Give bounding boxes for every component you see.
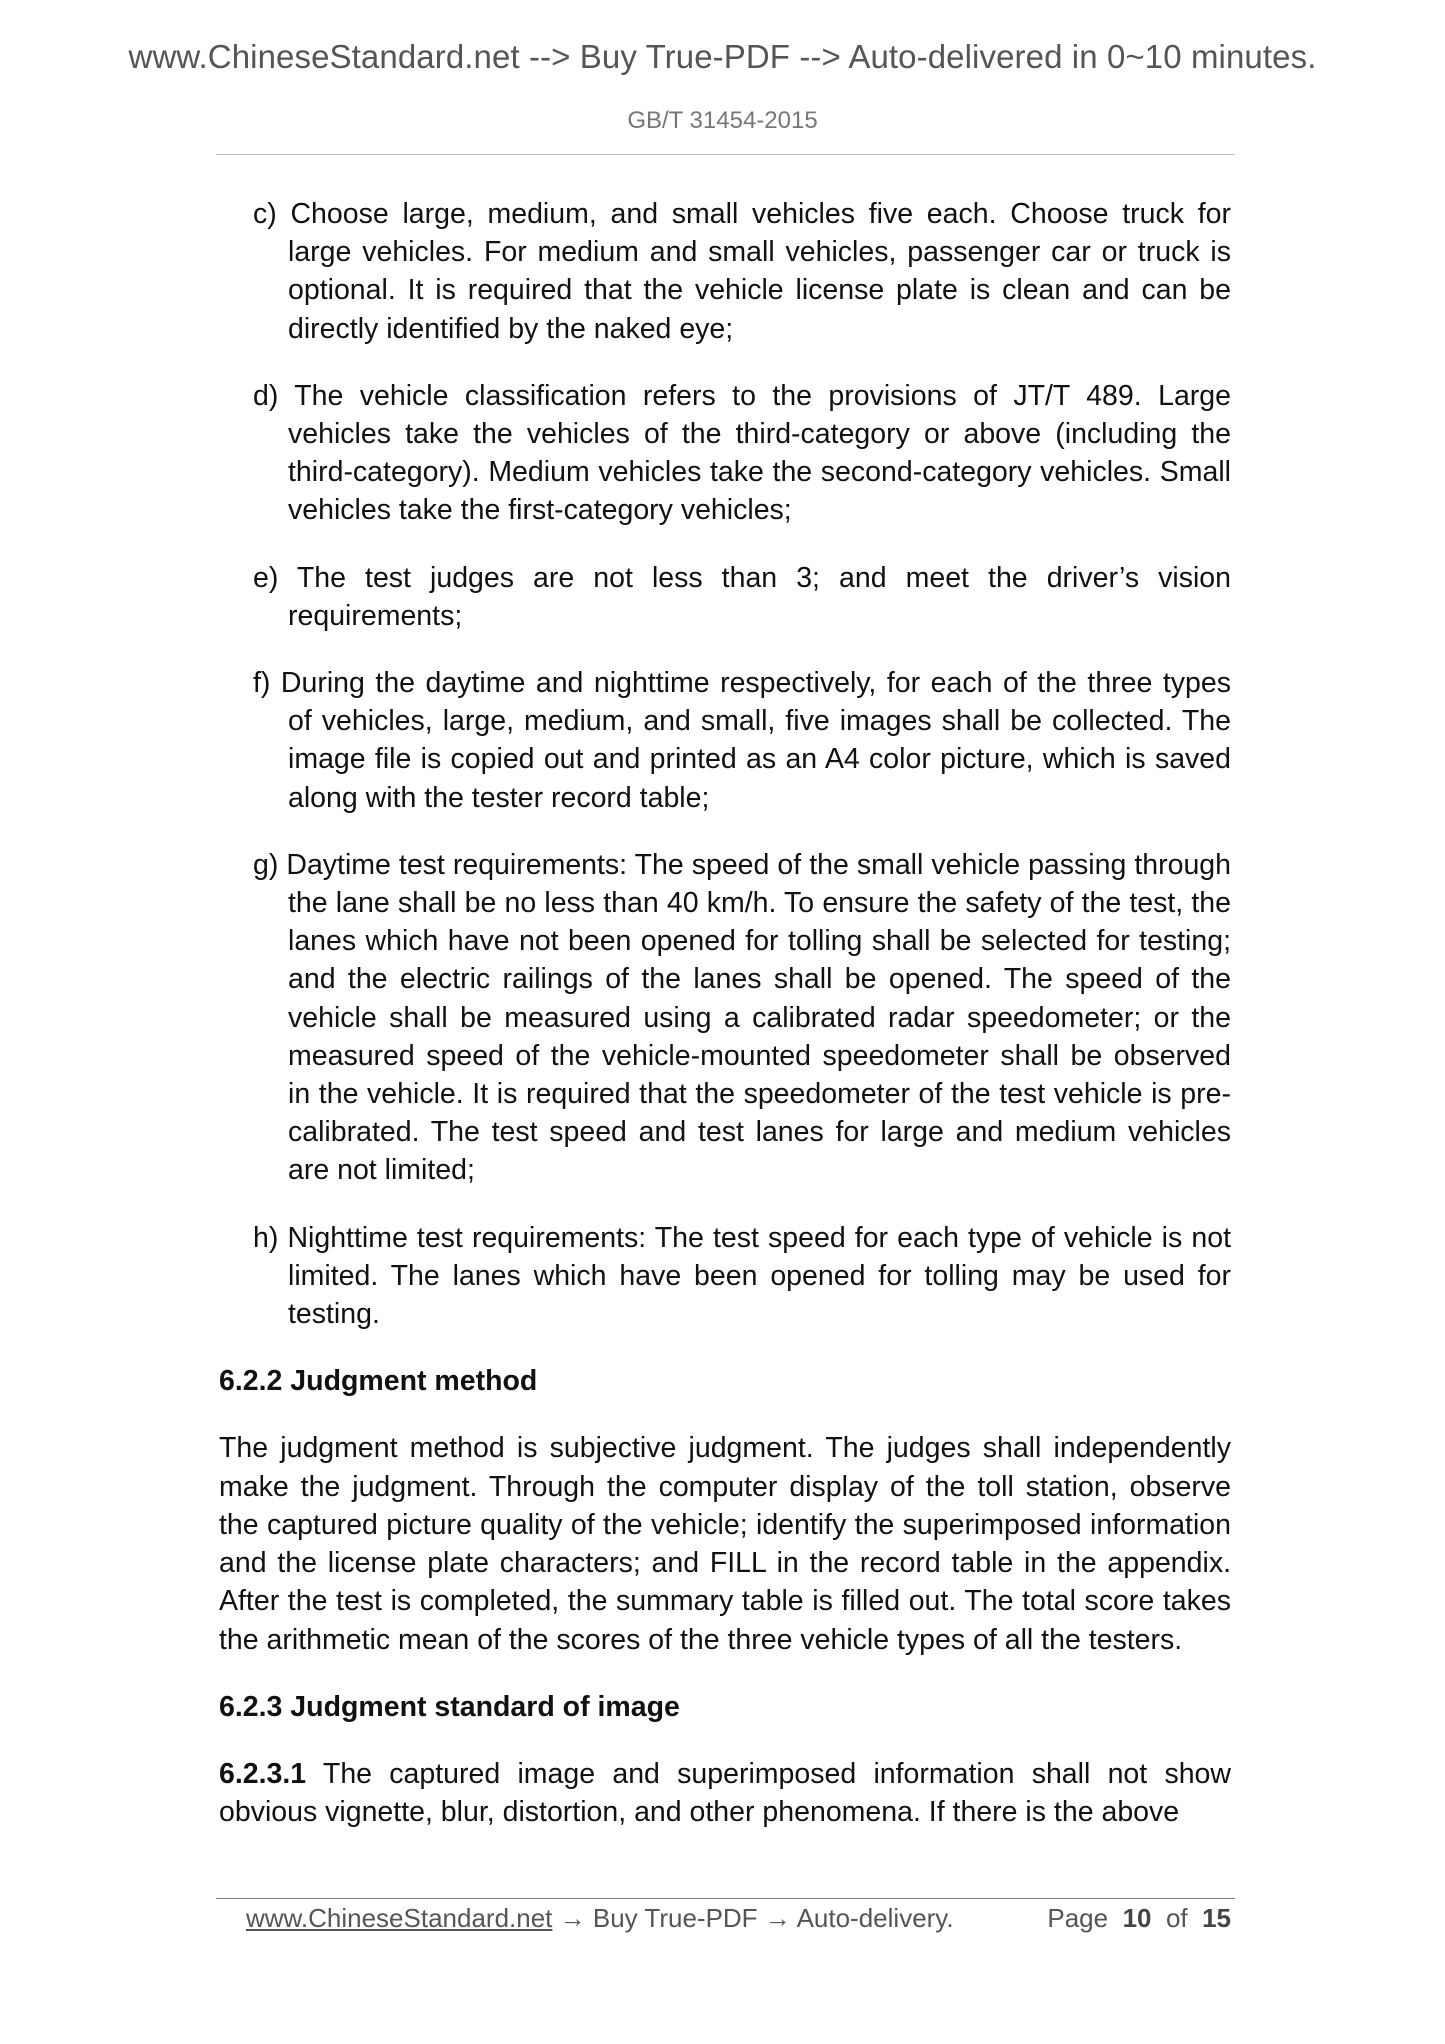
top-banner: www.ChineseStandard.net --> Buy True-PDF --> Auto-delivered in 0~10 minutes. xyxy=(128,38,1317,75)
page-of: of xyxy=(1165,1903,1188,1933)
page-label: Page xyxy=(1047,1903,1109,1933)
section-heading-judgment-method: 6.2.2 Judgment method xyxy=(219,1365,538,1398)
list-item-d: d) The vehicle classification refers to the provisions of JT/T 489. Large vehicles take the vehicles of the third-category or above (including the third-category). Medium vehicles take the second-category vehicles. Small vehicles take the first-category vehicles; xyxy=(253,379,1231,527)
footer-left xyxy=(246,1903,954,1934)
footer-website-link[interactable]: www.ChineseStandard.net xyxy=(246,1903,553,1933)
footer-divider xyxy=(216,1898,1235,1899)
list-item-c: c) Choose large, medium, and small vehicles five each. Choose truck for large vehicles. For medium and small vehicles, passenger car or truck is optional. It is required that the vehicle license plate is clean and can be directly identified by the naked eye; xyxy=(253,198,1231,345)
page-total: 15 xyxy=(1202,1903,1231,1933)
document-code: GB/T 31454-2015 xyxy=(627,107,818,134)
header-divider xyxy=(216,154,1235,155)
list-item-g: g) Daytime test requirements: The speed of the small vehicle passing through the lane shall be no less than 40 km/h. To ensure the safety of the test, the lanes which have not been opened for tolling shall be selected for testing; and the electric railings of the lanes shall be opened. The speed of the vehicle shall be measured using a calibrated radar speedometer; or the measured speed of the vehicle-mounted speedometer shall be observed in the vehicle. It is required that the speedometer of the test vehicle is pre-calibrated. The test speed and test lanes for large and medium vehicles are not limited; xyxy=(253,848,1231,1187)
page-current: 10 xyxy=(1122,1903,1152,1933)
list-item-f: f) During the daytime and nighttime respectively, for each of the three types of vehicles, large, medium, and small, five images shall be collected. The image file is copied out and printed as an A4 color picture, which is saved along with the tester record table; xyxy=(253,667,1231,814)
list-item-e: e) The test judges are not less than 3; and meet the driver’s vision requirements; xyxy=(253,561,1231,632)
clause-number: 6.2.3.1 xyxy=(219,1757,307,1790)
section-heading-judgment-standard: 6.2.3 Judgment standard of image xyxy=(219,1690,680,1723)
clause-text: The captured image and superimposed information shall not show obvious vignette, blur, distortion, and other phenomena. If there is the above xyxy=(219,1757,1231,1829)
judgment-method-paragraph: The judgment method is subjective judgment. The judges shall independently make the judgment. Through the computer display of the toll station, observe the captured picture quality of the vehicle; identify the superimposed information and the license plate characters; and FILL in the record table in the appendix. After the test is completed, the summary table is filled out. The total score takes the arithmetic mean of the scores of the three vehicle types of all the testers. xyxy=(219,1432,1231,1656)
page-number xyxy=(1047,1903,1231,1934)
list-item-h: h) Nighttime test requirements: The test speed for each type of vehicle is not limited. The lanes which have been opened for tolling may be used for testing. xyxy=(253,1221,1231,1331)
clause-6-2-3-1-paragraph xyxy=(219,1755,1231,1831)
page-content xyxy=(219,195,1231,1860)
footer-delivery-text: → Buy True-PDF → Auto-delivery. xyxy=(552,1903,954,1933)
